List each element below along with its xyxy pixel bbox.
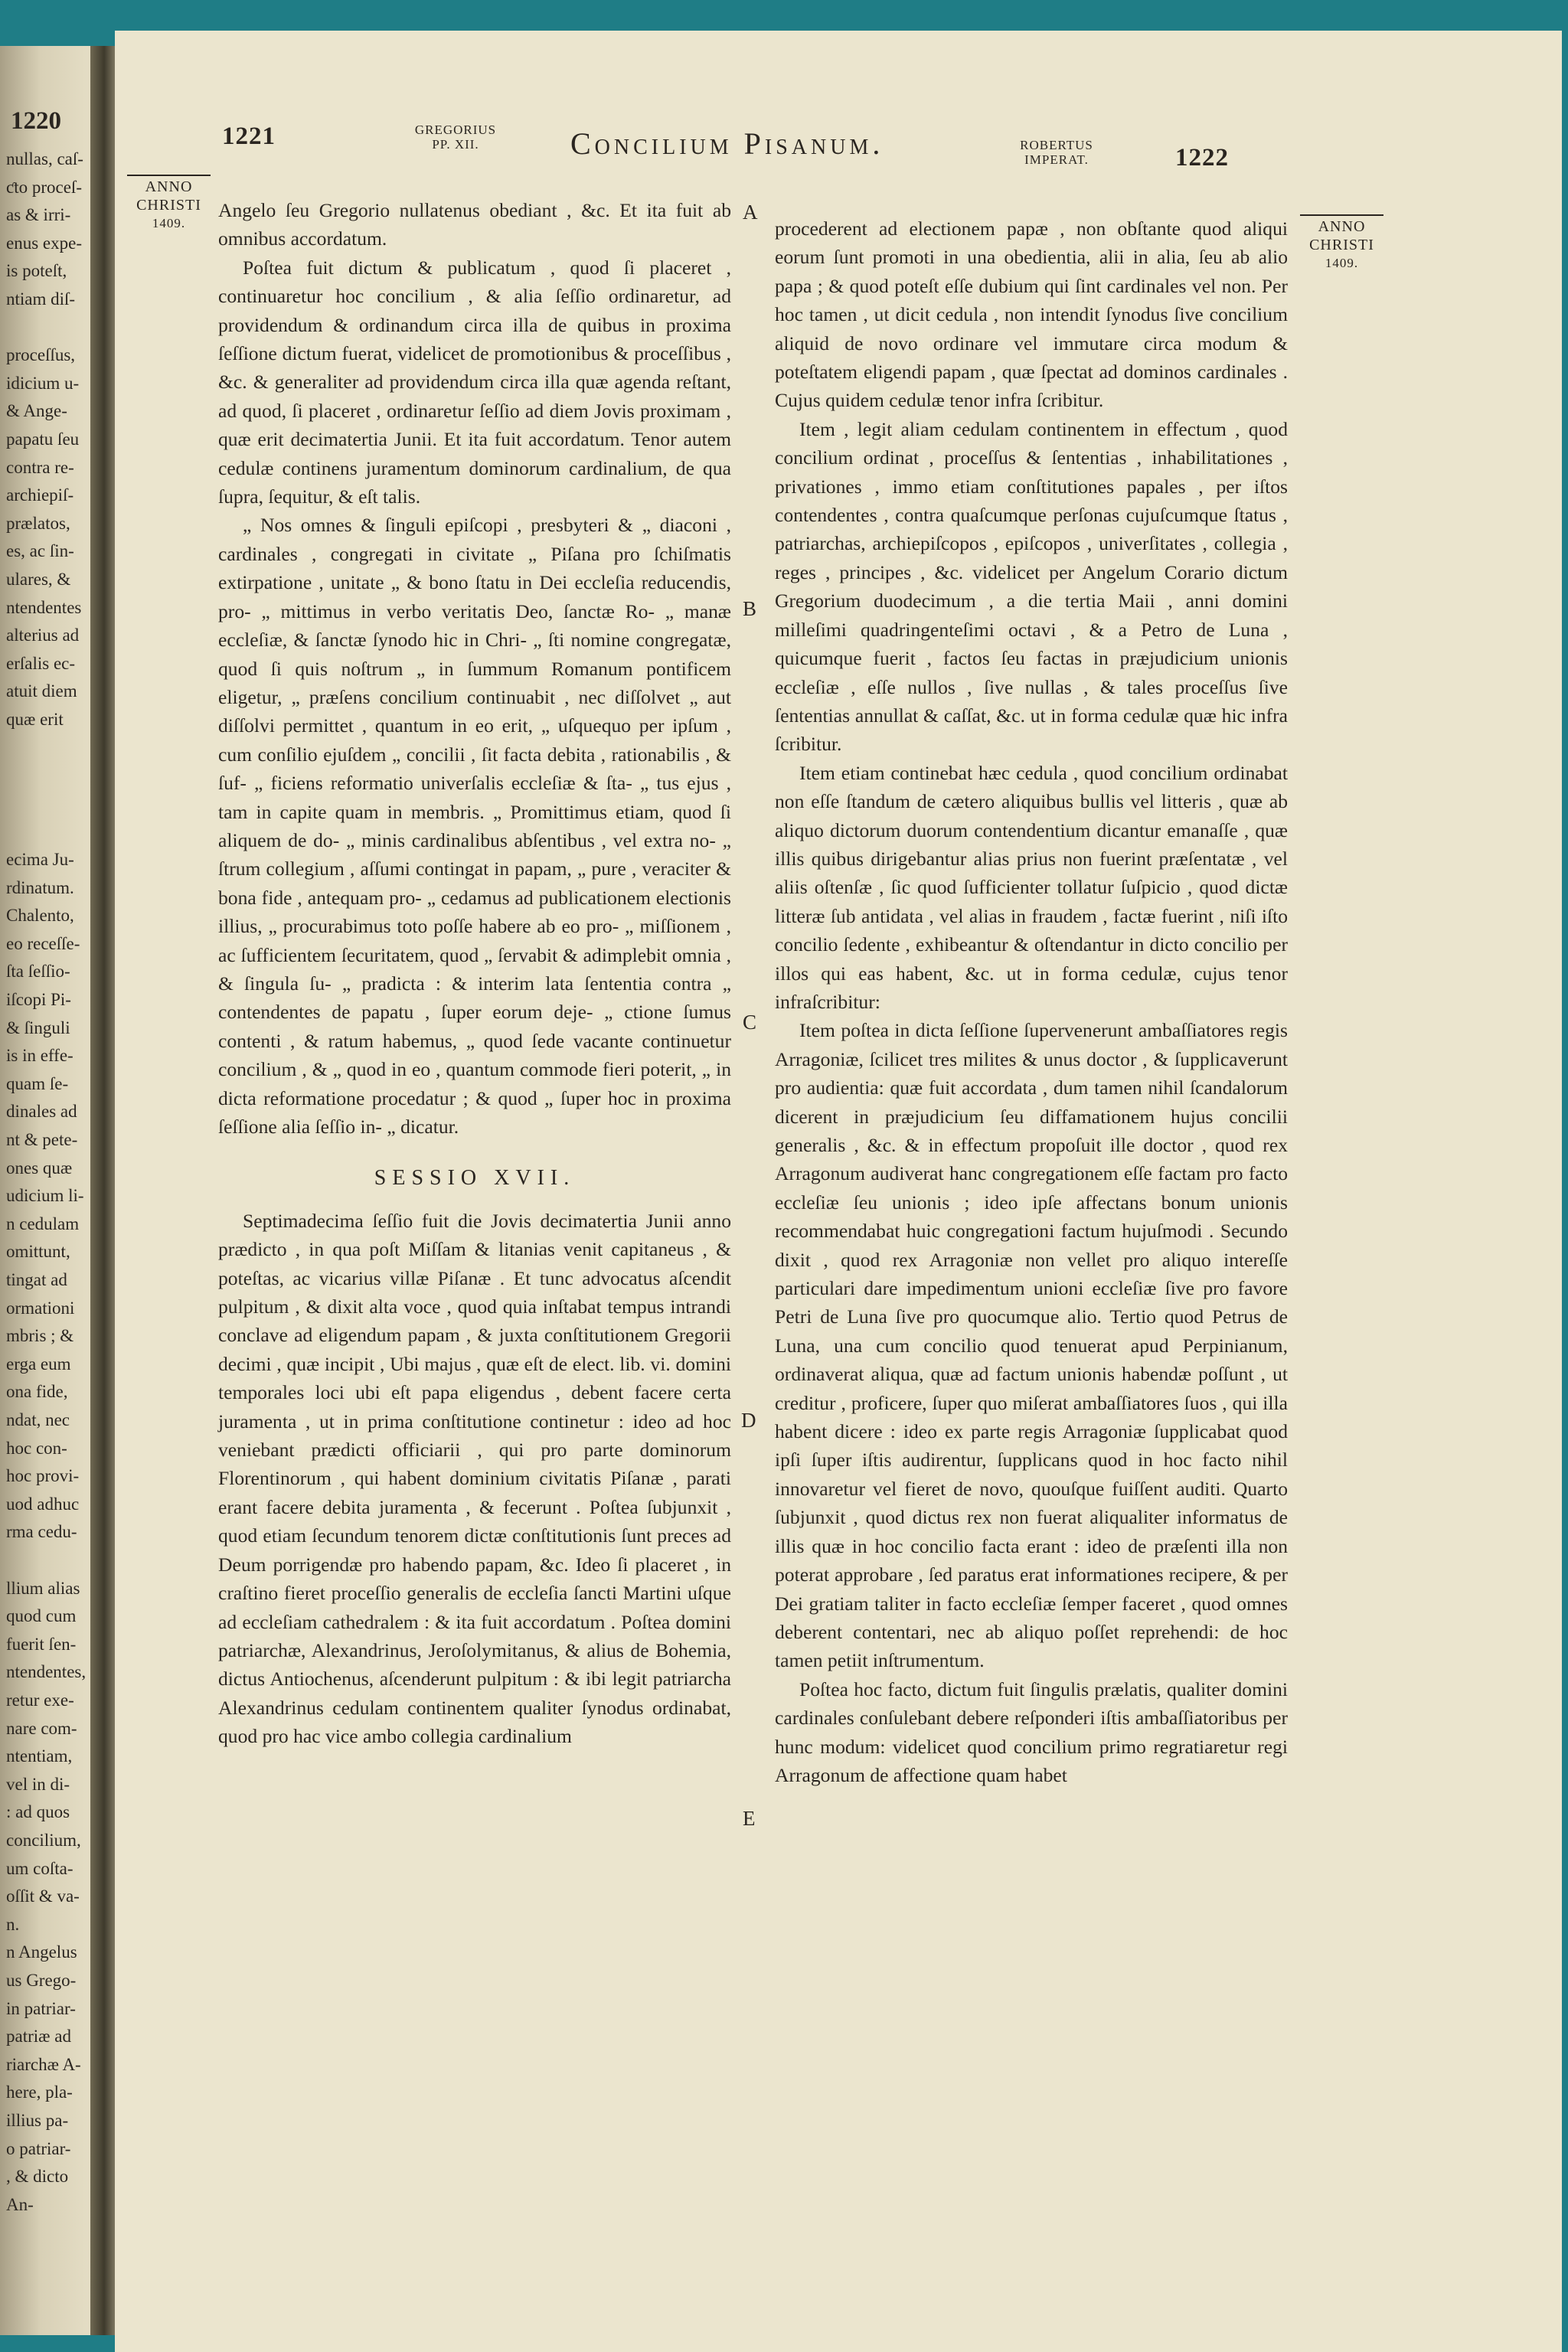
left-page-line: ſta ſeſſio- — [6, 962, 70, 982]
left-page-line: nullas, caſ- — [6, 149, 83, 168]
left-page-line: An- — [6, 2194, 34, 2214]
left-page-line: ntentiam, — [6, 1746, 73, 1766]
left-page-line: papatu ſeu — [6, 430, 80, 449]
book-page — [115, 31, 1562, 2352]
left-page-line: Chalento, — [6, 906, 74, 926]
paragraph: Poſtea hoc facto, dictum fuit ſingulis prælatis, qualiter domini cardinales conſulebant debere reſponderi iſtis ambaſſiatoribus per hunc modum: videlicet quod concilium primo regratiaretur regi Arragonum de affectione quam habet — [775, 1677, 1288, 1786]
left-page-line: alterius ad — [6, 626, 80, 645]
left-page-line: is poteſt, — [6, 261, 67, 281]
left-page-line: , & dicto — [6, 2167, 69, 2187]
left-column — [218, 196, 731, 1751]
left-page-line: atuit diem — [6, 681, 77, 701]
left-page-line: quod cum — [6, 1606, 77, 1626]
right-column — [775, 214, 1288, 1789]
left-page-line: as & irri- — [6, 205, 71, 225]
left-page-line: ona fide, — [6, 1382, 68, 1402]
left-page-line: ntiam diſ- — [6, 289, 76, 309]
left-page-line: eo receſſe- — [6, 933, 80, 953]
left-page-line: ormationi — [6, 1298, 75, 1318]
anno-rule — [127, 175, 211, 176]
left-page-line: tingat ad — [6, 1270, 67, 1289]
left-page-line: ndat, nec — [6, 1410, 70, 1429]
paragraph: Item , legit aliam cedulam continentem in effectum , quod concilium ordinat , proceſſus & ſententias , inhabilitationes , privationes , immo etiam conſtitutiones papales , per iſtos contendentes , contra quaſcumque perſonas cujuſcumque ſtatus , patriarchas, archiepiſcopos , epiſcopos , univerſitates , collegia , reges , principes , &c. videlicet per Angelum Corario dictum Gregorium duodecimum , a die tertia Maii , anni domini milleſimi quadringenteſimi octavi , & a Petro de Luna , quicumque fuerit , factos ſeu factas in præjudicium unionis eccleſiæ , eſſe nullos , ſive nullas , & tales proceſſus ſive ſententias annullat & caſſat, &c. ut in forma cedulæ quæ hic infra ſcribitur. — [775, 417, 1288, 756]
margin-letter-a: A — [743, 201, 758, 224]
left-page-line: n. — [6, 1914, 20, 1934]
left-page-line: ƈto proceſ- — [6, 177, 82, 197]
paragraph: Angelo ſeu Gregorio nullatenus obediant , &c. Et ita fuit ab omnibus accordatum. — [218, 199, 731, 250]
left-page-line: ones quæ — [6, 1158, 73, 1178]
left-page-line: is in effe- — [6, 1046, 74, 1066]
left-page-line: hoc con- — [6, 1438, 67, 1458]
left-page-line: rma cedu- — [6, 1522, 77, 1542]
left-page-fragment — [0, 46, 101, 2335]
left-page-line: iſcopi Pi- — [6, 990, 71, 1009]
left-page-line: mbris ; & — [6, 1326, 74, 1346]
left-page-line: nare com- — [6, 1718, 77, 1738]
anno-christi-left: ANNO CHRISTI 1409. — [121, 175, 217, 233]
left-page-line: n cedulam — [6, 1214, 80, 1233]
margin-letter-c: C — [743, 1011, 757, 1034]
left-page-line: dinales ad — [6, 1102, 77, 1122]
left-page-line: us Grego- — [6, 1971, 77, 1990]
left-page-line: prælatos, — [6, 513, 70, 533]
left-page-line: n Angelus — [6, 1942, 77, 1962]
left-page-line: patriæ ad — [6, 2027, 71, 2047]
left-page-number: 1220 — [11, 107, 61, 135]
left-page-line: ntendentes — [6, 597, 82, 617]
left-page-line: : ad quos — [6, 1802, 70, 1822]
left-page-line: here, pla- — [6, 2082, 73, 2102]
page-number-right: 1222 — [1175, 144, 1229, 172]
running-head-right: ROBERTUS IMPERAT. — [1020, 138, 1093, 167]
book-gutter — [90, 46, 118, 2335]
left-page-line: in patriar- — [6, 1998, 76, 2018]
left-page-line: uod adhuc — [6, 1494, 80, 1514]
left-page-line: hoc provi- — [6, 1466, 80, 1486]
left-page-line: rdinatum. — [6, 877, 74, 897]
left-page-line: es, ac ſin- — [6, 541, 74, 561]
left-page-line: concilium, — [6, 1831, 81, 1850]
left-page-line: um coſta- — [6, 1858, 74, 1878]
left-page-line: riarchæ A- — [6, 2054, 81, 2074]
left-page-line: retur exe- — [6, 1690, 74, 1710]
paragraph: procederent ad electionem papæ , non obſtante quod aliqui eorum ſunt promoti in una obedientia, alii in alia, ſeu ab alio papa ; & quod poteſt eſſe dubium qui ſint cardinales vel non. Per hoc tamen , ut dicit cedula , non intendit ſynodus ſive concilium aliquid de novo ordinare vel immutare circa modum & poteſtatem eligendi papam , quæ ſpectat ad dominos cardinales . Cujus quidem cedulæ tenor infra ſcribitur. — [775, 217, 1288, 412]
paragraph: Item poſtea in dicta ſeſſione ſupervenerunt ambaſſiatores regis Arragoniæ, ſcilicet tres milites & unus doctor , & ſupplicaverunt pro audientia: quæ fuit accordata , dum tamen nihil ſcandalorum dicerent in præjudicium ſeu diffamationem hujus concilii generalis , &c. & in effectum propoſuit ille doctor , quod rex Arragonum audiverat hanc congregationem eſſe factam pro facto eccleſiæ ſeu unionis ; ideo ipſe affectans bonum unionis recommendabat huic congregationi factum hujuſmodi . Secundo dixit , quod rex Arragoniæ non vellet pro aliquo intereſſe particulari dare impedimentum unioni eccleſiæ ſive pro favore Petri de Luna ſive pro quocumque alio. Tertio quod Petrus de Luna, una cum concilio quod tenuerat apud Perpinianum, ordinaverat aliqua, quæ ad factum unionis habendæ poſſunt , ut creditur , proficere, ſuper quo miſerat ambaſſiatores ſuos , qui illa habent dicere : ideo ex parte regis Arragoniæ ſupplicabat quod ipſi ſuper iſtis audirentur, ſupplicans quod in hoc facto nihil innovaretur vel fieret de novo, quouſque fuiſſent auditi. Quarto ſubjunxit , quod dictus rex non fuerat aliqualiter informatus de illis quæ in hoc concilio facta erant : ideo de præſenti illa non poterat approbare , ſed paratus erat informationes recipere, & per Dei gratiam taliter in facto eccleſiæ ſemper faceret , quod omnes deberent contentari, nec ab aliquo poſſet reprehendi: de hoc tamen petiit inſtrumentum. — [775, 1019, 1288, 1672]
margin-letter-e: E — [743, 1807, 756, 1830]
left-page-line: quæ erit — [6, 710, 64, 729]
left-page-line: ntendentes, — [6, 1662, 87, 1682]
left-page-line: udicium li- — [6, 1186, 84, 1206]
left-page-line: erſalis ec- — [6, 653, 76, 673]
left-page-line: erga eum — [6, 1354, 71, 1374]
left-page-line: enus expe- — [6, 233, 82, 253]
paragraph: Septimadecima ſeſſio fuit die Jovis decimatertia Junii anno prædicto , in qua poſt Miſſam & litanias venit capitaneus , & poteſtas, ac vicarius villæ Piſanæ . Et tunc advocatus aſcendit pulpitum , & dixit alta voce , quod quia inſtabat tempus intrandi conclave ad eligendum papam , & juxta conſtitutionem Gregorii decimi , quæ incipit , Ubi majus , quæ eſt de elect. lib. vi. domini temporales loci ubi eſt papa eligendus , debent facere certa juramenta , ut in prima conſtitutione continetur : ideo ad hoc veniebant prædicti officiarii , qui pro parte dominorum Florentinorum , qui habent dominium civitatis Piſanæ , parati erant facere debita juramenta , & fecerunt . Poſtea ſubjunxit , quod etiam ſecundum tenorem dictæ conſtitutionis ſunt preces ad Deum porrigendæ pro habendo papam, &c. Ideo ſi placeret , in craſtino fieret proceſſio generalis de eccleſia ſancti Martini uſque ad eccleſiam cathedralem : & ita fuit accordatum . Poſtea domini patriarchæ, Alexandrinus, Jeroſolymitanus, & alius de Bohemia, dictus Antiochenus, aſcenderunt pulpitum : & ibi legit patriarcha Alexandrinus cedulam continentem qualiter ſynodus ordinabat, quod pro hac vice ambo collegia cardinalium — [218, 1209, 731, 1748]
left-page-line: fuerit ſen- — [6, 1634, 77, 1654]
left-page-line: & ſinguli — [6, 1018, 70, 1037]
left-page-line: oſſit & va- — [6, 1886, 80, 1906]
page-number-left: 1221 — [222, 122, 276, 150]
session-title: SESSIO XVII. — [374, 1166, 576, 1191]
anno-christi-right: ANNO CHRISTI 1409. — [1294, 214, 1390, 273]
left-page-line: idicium u- — [6, 373, 80, 393]
left-page-line: llium alias — [6, 1578, 80, 1598]
left-page-line: o patriar- — [6, 2138, 71, 2158]
margin-letter-d: D — [741, 1409, 756, 1432]
left-page-line: quam ſe- — [6, 1073, 69, 1093]
left-page-line: proceſſus, — [6, 345, 76, 365]
paragraph: Item etiam continebat hæc cedula , quod concilium ordinabat non eſſe ſtandum de cætero aliquibus bullis vel litteris , quæ ab aliquo dictorum duorum contendentium dicantur emanaſſe , quæ illis quibus dirigebantur alias prius non fuerint præſentatæ , vel aliis oſtenſæ , ſic quod ſufficienter tollatur ſuſpicio , quod dictæ litteræ ſub antidata , vel alias in fraudem , factæ fuerint , niſi iſto concilio ſedente , exhibeantur & oſtendantur in dicto concilio per illos qui eas habent, &c. ut in forma cedulæ, cujus tenor infraſcribitur: — [775, 761, 1288, 1013]
left-page-line: ulares, & — [6, 570, 71, 589]
paragraph: Poſtea fuit dictum & publicatum , quod ſi placeret , continuaretur hoc concilium , & alia ſeſſio ordinaretur, ad providendum & ordinandum circa illa de quibus in proxima ſeſſione dictum fuerat, videlicet de promotionibus & proceſſibus , &c. & generaliter ad providendum circa illa quæ agenda reſtant, ad quod, ſi placeret , ordinaretur ſeſſio ad diem Jovis proximam , quæ erit decimatertia Junii. Et ita fuit accordatum. Tenor autem cedulæ continens juramentum dominorum cardinalium, de qua ſupra, ſequitur, & eſt talis. — [218, 256, 731, 508]
left-page-line: contra re- — [6, 457, 74, 477]
left-page-line: omittunt, — [6, 1242, 70, 1262]
left-page-line: illius pa- — [6, 2111, 69, 2130]
left-page-line: ecima Ju- — [6, 850, 74, 869]
margin-letter-b: B — [743, 597, 757, 620]
left-page-line: & Ange- — [6, 401, 67, 421]
anno-rule — [1300, 214, 1383, 216]
left-page-line: archiepiſ- — [6, 485, 74, 505]
juramentum-text: „ Nos omnes & ſinguli epiſcopi , presbyteri & „ diaconi , cardinales , congregati in civitate „ Piſana pro ſchiſmatis extirpatione , unitate „ & bono ſtatu in Dei eccleſia reducendis, pro- „ mittimus in verbo veritatis Deo, ſanctæ Ro- „ manæ eccleſiæ, & ſanctæ ſynodo hic in Chri- „ ſti nomine congregatæ, quod ſi quis noſtrum „ in ſummum Romanum pontificem eligetur, „ præſens concilium continuabit , nec diſſolvet „ aut diſſolvi permittet , quantum in eo erit, „ uſquequo per ipſum , cum conſilio ejuſdem „ concilii , ſit facta debita , rationabilis , & ſuf- „ ficiens reformatio univerſalis eccleſiæ & ſta- „ tus ejus , tam in capite quam in membris. „ Promittimus etiam, quod ſi aliquem de do- „ minis cardinalibus abſentibus , vel extra no- „ ſtrum collegium , aſſumi contingat in papam, „ pure , veraciter & bona fide , antequam pro- „ cedamus ad publicationem electionis illius, „ procurabimus toto poſſe habere ab eo pro- „ miſſionem , ac ſufficientem ſecuritatem, quod „ ſervabit & adimplebit omnia , & ſingula ſu- „ pradicta : & interim lata ſententia contra „ contendentes de papatu , ſuper eorum deje- „ ctione ſumus contenti , & ratum habemus, „ quod ſede vacante continuetur concilium , & „ quod in eo , quantum commode fieri poterit, „ in dicta reformatione procedatur ; & quod „ ſuper hoc in proxima ſeſſione alia ſeſſio in- „ dicatur. — [218, 514, 731, 1138]
running-head-left: GREGORIUS PP. XII. — [414, 122, 497, 152]
left-page-line: vel in di- — [6, 1774, 70, 1794]
left-page-line: nt & pete- — [6, 1130, 78, 1149]
page-title: Concilium Pisanum. — [570, 126, 884, 161]
